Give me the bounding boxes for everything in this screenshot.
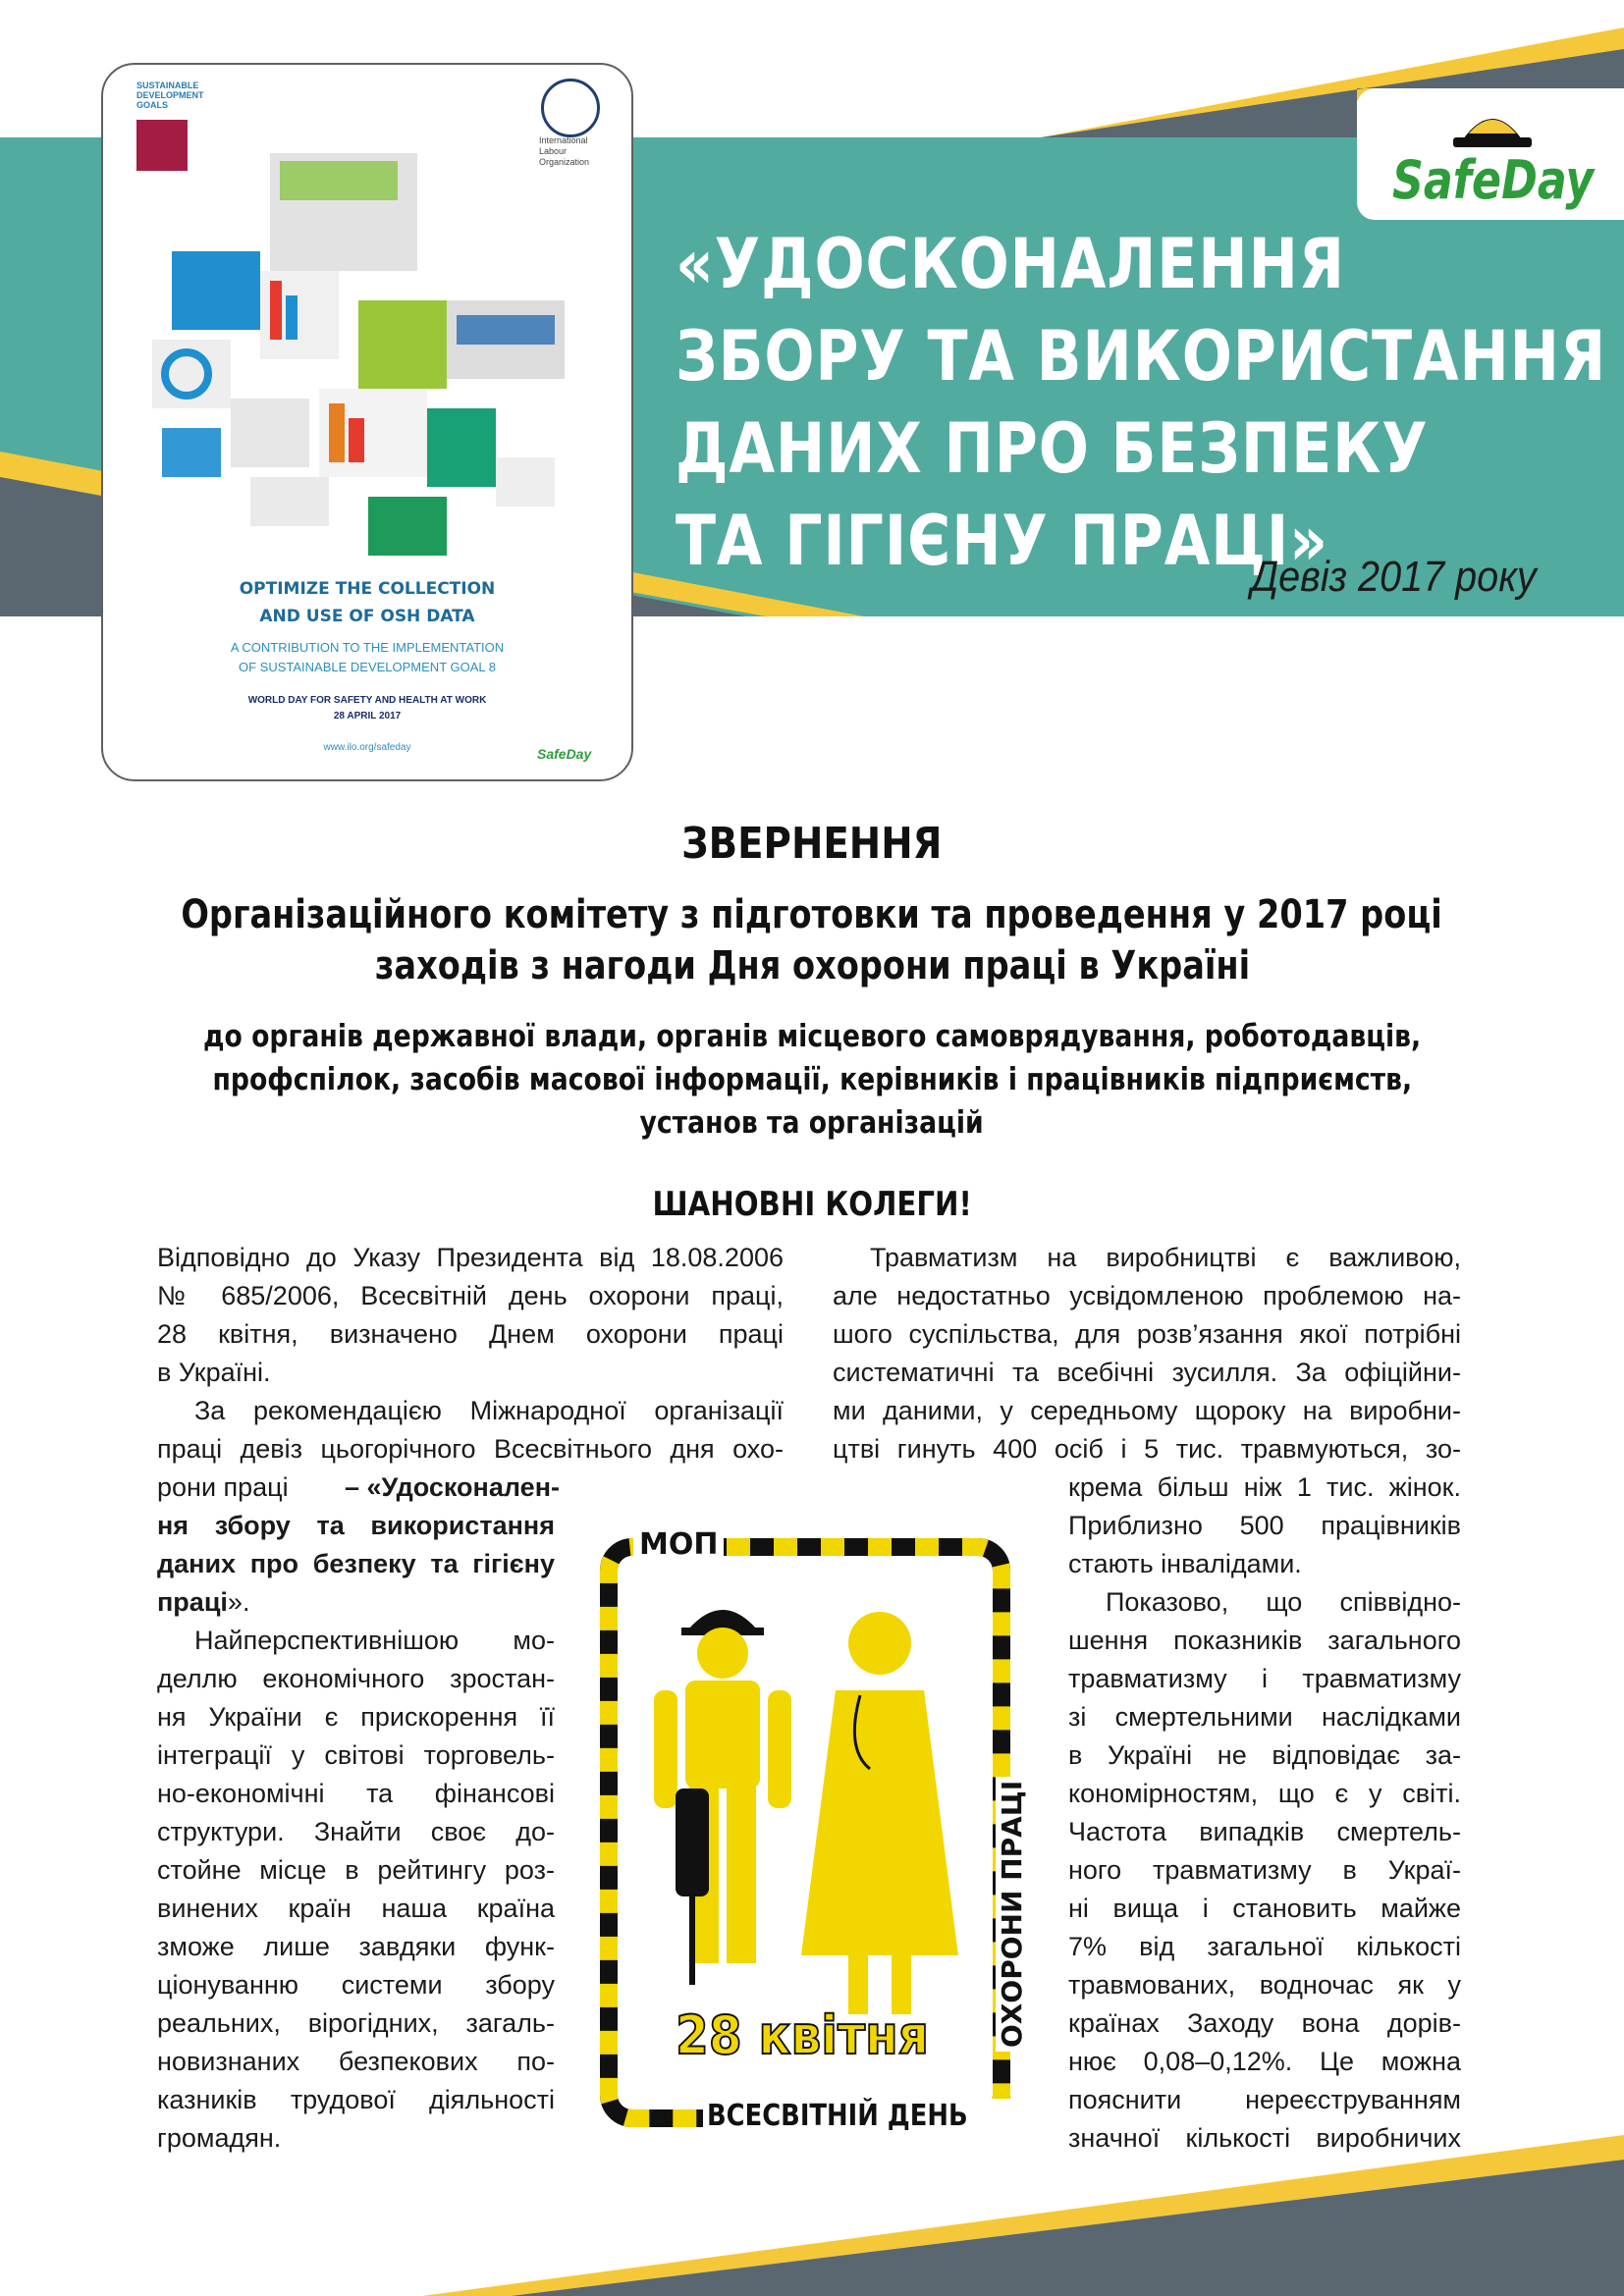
col1-line: № 685/2006, Всесвітній день охорони праці, — [157, 1281, 784, 1310]
col1-line: винених країн наша країна — [157, 1894, 555, 1923]
col1-line: Найперспективнішою мо- — [194, 1626, 555, 1655]
col1-line: структури. Знайти своє до- — [157, 1817, 555, 1846]
col1-bold-line: ня збору та використання — [157, 1511, 555, 1540]
safeday-brand: SafeDay — [1392, 149, 1595, 211]
headline-line: «УДОСКОНАЛЕННЯ — [676, 224, 1345, 304]
sdg-logo: SUSTAINABLE DEVELOPMENT GOALS — [136, 80, 204, 110]
cover-url: www.ilo.org/safeday — [323, 742, 411, 753]
col1-line: стойне місце в рейтингу роз- — [157, 1855, 555, 1885]
col2-line: травматизму і травматизму — [1068, 1664, 1461, 1693]
col2-line: пояснити нереєструванням — [1068, 2085, 1461, 2114]
col1-text: ». — [227, 1587, 250, 1617]
headline-line: ТА ГІГІЄНУ ПРАЦІ» — [676, 501, 1328, 581]
col1-bold-line: даних про безпеку та гігієну — [157, 1549, 555, 1578]
col2-line: кономірностям, що є у світі. — [1068, 1779, 1461, 1808]
poster-world-day: ВСЕСВІТНІЙ ДЕНЬ — [703, 2099, 1014, 2133]
col1-line: в Україні. — [157, 1358, 271, 1387]
appeal-title: ЗВЕРНЕННЯ — [681, 819, 943, 869]
col1-bold-text: – «Удосконален- — [344, 1472, 560, 1502]
appeal-addressees — [59, 1015, 1565, 1145]
brochure-cover — [101, 63, 633, 781]
appeal-subtitle-line: заходів з нагоди Дня охорони праці в Україні — [374, 943, 1250, 988]
col2-line: шого суспільства, для розв’язання якої потрібні — [833, 1319, 1461, 1349]
col2-line: Показово, що співвідно- — [1106, 1587, 1461, 1617]
col1-mixed-line — [157, 1468, 560, 1507]
col1-line: ня України є прискорення її — [157, 1702, 555, 1732]
motto-year: Девіз 2017 року — [1251, 553, 1537, 601]
cover-event-line: WORLD DAY FOR SAFETY AND HEALTH AT WORK — [247, 695, 487, 706]
cover-title-line: OPTIMIZE THE COLLECTION — [239, 579, 496, 599]
col1-line: громадян. — [157, 2123, 282, 2153]
col1-bold-end-line — [157, 1583, 555, 1622]
col1-line: 28 квітня, визначено Днем охорони праці — [157, 1319, 784, 1349]
cover-subtitle-line: OF SUSTAINABLE DEVELOPMENT GOAL 8 — [239, 660, 496, 674]
col1-line: ціонуванню системи збору — [157, 1970, 555, 2000]
cover-subtitle-line: A CONTRIBUTION TO THE IMPLEMENTATION — [230, 640, 505, 655]
col2-line: стають інвалідами. — [1068, 1549, 1302, 1578]
col1-line: праці девіз цьогорічного Всесвітнього дня охо- — [157, 1434, 784, 1464]
headline-line: ДАНИХ ПРО БЕЗПЕКУ — [676, 408, 1429, 489]
cover-event — [103, 693, 631, 724]
col2-line: країнах Заходу вона дорів- — [1068, 2008, 1461, 2038]
col1-text: рони праці — [157, 1472, 289, 1502]
appeal-subtitle-line: Організаційного комітету з підготовки та проведення у 2017 році — [181, 892, 1443, 937]
col2-line: Травматизм на виробництві є важливою, — [870, 1243, 1461, 1272]
col2-line: 7% від загальної кількості — [1068, 1932, 1461, 1961]
col1-line: інтеграції у світові торговель- — [157, 1740, 555, 1770]
col2-line: шення показників загального — [1068, 1626, 1461, 1655]
headline-line: ЗБОРУ ТА ВИКОРИСТАННЯ — [676, 316, 1607, 397]
col2-line: в Україні не відповідає за- — [1068, 1740, 1461, 1770]
addressee-line: профспілок, засобів масової інформації, керівників і працівників підприємств, — [212, 1062, 1412, 1097]
col1-line: реальних, вірогідних, загаль- — [157, 2008, 555, 2038]
col2-line: травмованих, водночас як у — [1068, 1970, 1461, 2000]
col2-line: зі смертельними наслідками — [1068, 1702, 1461, 1732]
motto-headline — [676, 218, 1607, 587]
col2-line: Частота випадків смертель- — [1068, 1817, 1461, 1846]
poster-vertical-text: ОХОРОНИ ПРАЦІ — [996, 1777, 1028, 2052]
cover-title — [103, 575, 631, 630]
col2-line: систематичні та всебічні зусилля. За офіційни- — [833, 1358, 1461, 1387]
col1-line: новизнаних безпекових по- — [157, 2047, 555, 2076]
col2-line: крема більш ніж 1 тис. жінок. — [1068, 1472, 1461, 1502]
data-blocks-illustration — [133, 104, 604, 565]
col1-line: Відповідно до Указу Президента від 18.08.2006 — [157, 1243, 784, 1272]
col2-line: ми даними, у середньому щороку на виробни- — [833, 1396, 1461, 1425]
col2-line: але недостатньо усвідомленою проблемою на- — [833, 1281, 1461, 1310]
cover-subtitle — [103, 638, 631, 677]
col2-line: ного травматизму в Украї- — [1068, 1855, 1461, 1885]
appeal-subtitle — [59, 889, 1565, 991]
col2-line: цтві гинуть 400 осіб і 5 тис. травмуються, зо- — [833, 1434, 1461, 1464]
col1-bold-text: праці — [157, 1587, 228, 1617]
col2-line: Приблизно 500 працівників — [1068, 1511, 1461, 1540]
col2-line: нює 0,08–0,12%. Це можна — [1068, 2047, 1461, 2076]
col1-line: деллю економічного зростан- — [157, 1664, 555, 1693]
col1-line: зможе лише завдяки функ- — [157, 1932, 555, 1961]
col1-line: казників трудової діяльності — [157, 2085, 555, 2114]
col1-line: За рекомендацією Міжнародної організації — [194, 1396, 784, 1425]
poster-date: 28 квітня — [676, 2004, 929, 2066]
cover-title-line: AND USE OF OSH DATA — [259, 607, 475, 626]
cover-safeday-logo: SafeDay — [537, 746, 592, 762]
poster-ilo-abbr: МОП — [633, 1527, 724, 1562]
col2-line: ні вища і становить майже — [1068, 1894, 1461, 1923]
ilo-name: International Labour Organization — [539, 135, 590, 167]
col2-line: значної кількості виробничих — [1068, 2123, 1461, 2153]
addressee-line: установ та організацій — [639, 1105, 985, 1141]
addressee-line: до органів державної влади, органів місцевого самоврядування, роботодавців, — [202, 1019, 1422, 1054]
cover-event-line: 28 APRIL 2017 — [333, 711, 402, 721]
greeting: ШАНОВНІ КОЛЕГИ! — [652, 1185, 972, 1224]
col1-line: но-економічні та фінансові — [157, 1779, 555, 1808]
